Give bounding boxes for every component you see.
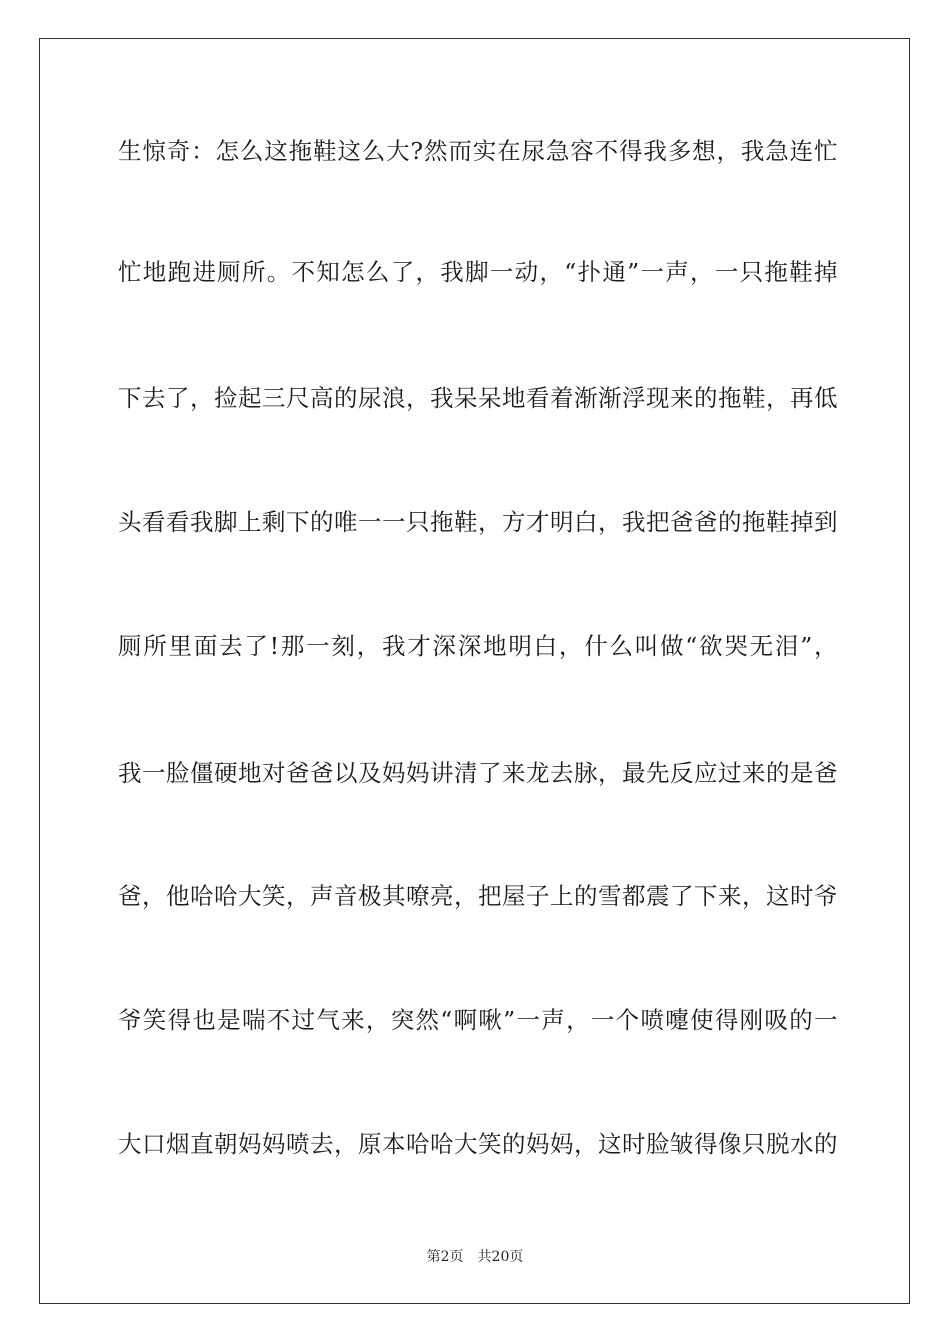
text-line: 头看看我脚上剩下的唯一一只拖鞋，方才明白，我把爸爸的拖鞋掉到 <box>118 508 838 536</box>
text-line: 生惊奇：怎么这拖鞋这么大?然而实在尿急容不得我多想，我急连忙 <box>118 137 838 165</box>
page-total: 共20页 <box>477 1249 524 1265</box>
page-footer <box>0 1248 950 1266</box>
text-line: 下去了，捡起三尺高的尿浪，我呆呆地看着渐渐浮现来的拖鞋，再低 <box>118 384 838 412</box>
text-line: 大口烟直朝妈妈喷去，原本哈哈大笑的妈妈，这时脸皱得像只脱水的 <box>118 1130 838 1158</box>
text-line: 忙地跑进厕所。不知怎么了，我脚一动，“扑通”一声，一只拖鞋掉 <box>118 258 838 286</box>
text-line: 我一脸僵硬地对爸爸以及妈妈讲清了来龙去脉，最先反应过来的是爸 <box>118 759 838 787</box>
page-number: 第2页 <box>426 1249 464 1265</box>
text-line: 爷笑得也是喘不过气来，突然“啊啾”一声，一个喷嚏使得刚吸的一 <box>118 1006 838 1034</box>
text-line: 爸，他哈哈大笑，声音极其嘹亮，把屋子上的雪都震了下来，这时爷 <box>118 882 838 910</box>
text-line: 厕所里面去了!那一刻，我才深深地明白，什么叫做“欲哭无泪”， <box>118 632 838 660</box>
page-border <box>39 38 910 1304</box>
